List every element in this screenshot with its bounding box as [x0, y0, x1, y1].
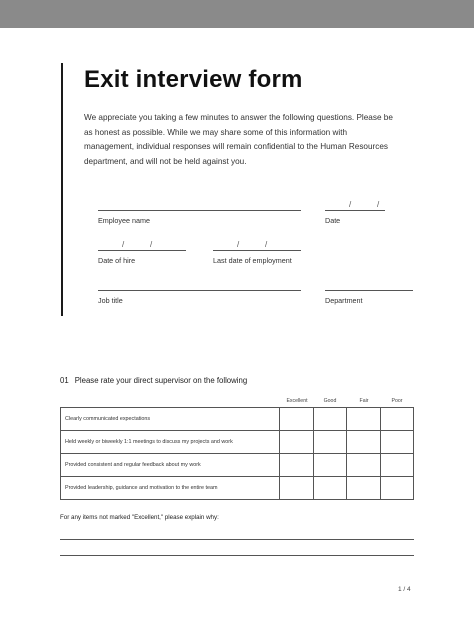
row-label: Held weekly or biweekly 1:1 meetings to discuss my projects and work — [61, 431, 280, 454]
table-row — [61, 454, 414, 477]
column-header-good: Good — [323, 398, 337, 404]
question-number: 01 — [60, 376, 69, 385]
date-label: Date — [325, 216, 341, 225]
rating-cell-poor[interactable] — [380, 477, 413, 500]
rating-cell-good[interactable] — [313, 408, 346, 431]
employee-name-line[interactable] — [98, 210, 301, 211]
page-number: 1 / 4 — [398, 586, 411, 593]
rating-cell-poor[interactable] — [380, 431, 413, 454]
date-separator: / — [349, 200, 352, 209]
date-of-hire-line[interactable] — [98, 250, 186, 251]
rating-cell-good[interactable] — [313, 431, 346, 454]
date-of-hire-label: Date of hire — [98, 256, 136, 265]
date-separator: / — [237, 240, 240, 249]
rating-cell-poor[interactable] — [380, 408, 413, 431]
table-row — [61, 477, 414, 500]
rating-cell-good[interactable] — [313, 477, 346, 500]
date-line[interactable] — [325, 210, 385, 211]
rating-cell-excellent[interactable] — [280, 431, 313, 454]
column-header-excellent: Excellent — [286, 398, 308, 404]
job-title-label: Job title — [98, 296, 123, 305]
question-title — [60, 376, 247, 385]
row-label: Clearly communicated expectations — [61, 408, 280, 431]
row-label: Provided consistent and regular feedback about my work — [61, 454, 280, 477]
explain-prompt: For any items not marked "Excellent," please explain why: — [60, 514, 219, 521]
rating-cell-poor[interactable] — [380, 454, 413, 477]
explain-line[interactable] — [60, 539, 414, 540]
date-separator: / — [150, 240, 153, 249]
rating-cell-fair[interactable] — [347, 477, 380, 500]
table-row — [61, 408, 414, 431]
form-intro: We appreciate you taking a few minutes to answer the following questions. Please be as honest as possible. While we may share some of this information with management, individual responses will remain confidential to the Human Resources department, and will not be held against you. — [84, 113, 393, 166]
rating-cell-excellent[interactable] — [280, 408, 313, 431]
column-header-poor: Poor — [391, 398, 403, 404]
explain-line[interactable] — [60, 555, 414, 556]
rating-table — [60, 407, 414, 500]
employee-name-label: Employee name — [98, 216, 150, 225]
date-separator: / — [265, 240, 268, 249]
rating-cell-excellent[interactable] — [280, 454, 313, 477]
department-line[interactable] — [325, 290, 413, 291]
accent-rule — [61, 63, 63, 316]
rating-cell-fair[interactable] — [347, 454, 380, 477]
rating-cell-fair[interactable] — [347, 431, 380, 454]
date-separator: / — [377, 200, 380, 209]
date-separator: / — [122, 240, 125, 249]
department-label: Department — [325, 296, 363, 305]
job-title-line[interactable] — [98, 290, 301, 291]
column-header-fair: Fair — [359, 398, 369, 404]
last-date-line[interactable] — [213, 250, 301, 251]
rating-cell-fair[interactable] — [347, 408, 380, 431]
viewer-top-bar — [0, 0, 474, 28]
table-row — [61, 431, 414, 454]
row-label: Provided leadership, guidance and motivation to the entire team — [61, 477, 280, 500]
last-date-label: Last date of employment — [213, 256, 292, 265]
question-text: Please rate your direct supervisor on the following — [74, 376, 248, 385]
rating-cell-excellent[interactable] — [280, 477, 313, 500]
rating-cell-good[interactable] — [313, 454, 346, 477]
form-title: Exit interview form — [84, 66, 303, 93]
